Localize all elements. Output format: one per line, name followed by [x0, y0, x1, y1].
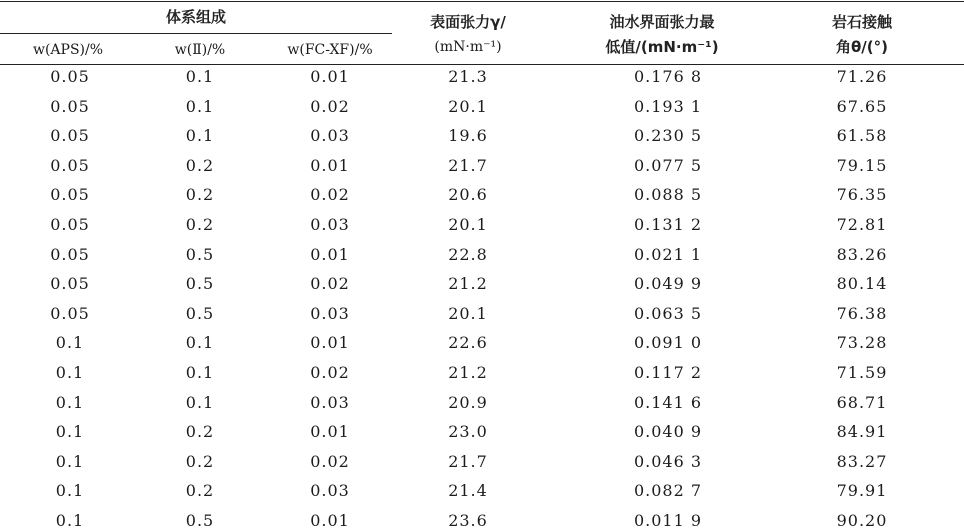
- table-cell-ii: 0.5: [185, 511, 215, 530]
- column-header-surface-tension-line1: 表面张力γ/: [430, 13, 506, 31]
- table-cell-fc: 0.03: [310, 126, 350, 146]
- table-cell-ift: 0.011 9: [633, 511, 703, 530]
- table-cell-fc: 0.03: [310, 303, 350, 323]
- table-cell-aps: 0.1: [55, 481, 85, 501]
- table-cell-gamma: 22.8: [448, 244, 488, 264]
- table-cell-ii: 0.1: [185, 96, 215, 116]
- table-cell-ift: 0.091 0: [633, 333, 703, 353]
- table-cell-theta: 71.59: [836, 363, 888, 382]
- table-cell-fc: 0.02: [310, 185, 350, 205]
- column-header-fc-xf: w(FC-XF)/%: [287, 42, 373, 58]
- table-cell-theta: 76.35: [836, 185, 888, 205]
- table-cell-ii: 0.2: [185, 155, 215, 175]
- table-cell-gamma: 20.1: [448, 303, 488, 323]
- table-cell-gamma: 21.7: [448, 451, 488, 471]
- table-cell-fc: 0.02: [310, 96, 350, 116]
- column-header-aps: w(APS)/%: [32, 42, 104, 58]
- table-cell-aps: 0.05: [50, 244, 90, 264]
- table-cell-theta: 67.65: [836, 96, 888, 116]
- table-cell-gamma: 21.2: [448, 274, 488, 294]
- table-cell-aps: 0.1: [55, 451, 85, 471]
- table-cell-fc: 0.03: [310, 392, 350, 412]
- table-cell-gamma: 21.3: [448, 67, 488, 86]
- table-cell-gamma: 20.9: [448, 392, 488, 412]
- table-cell-ii: 0.1: [185, 363, 215, 382]
- table-cell-aps: 0.05: [50, 96, 90, 116]
- table-cell-fc: 0.01: [310, 422, 350, 442]
- table-cell-ii: 0.2: [185, 185, 215, 205]
- table-cell-ift: 0.193 1: [633, 96, 703, 116]
- table-cell-fc: 0.01: [310, 511, 350, 530]
- table-cell-theta: 79.91: [836, 481, 888, 501]
- group-header-composition: 体系组成: [165, 8, 227, 26]
- table-cell-gamma: 23.0: [448, 422, 488, 442]
- table-cell-ii: 0.1: [185, 67, 215, 86]
- table-cell-fc: 0.01: [310, 155, 350, 175]
- table-cell-theta: 79.15: [836, 155, 888, 175]
- table-cell-aps: 0.05: [50, 67, 90, 86]
- table-cell-fc: 0.01: [310, 244, 350, 264]
- table-cell-gamma: 21.4: [448, 481, 488, 501]
- table-cell-aps: 0.05: [50, 126, 90, 146]
- table-cell-fc: 0.02: [310, 451, 350, 471]
- table-cell-ii: 0.2: [185, 481, 215, 501]
- table-cell-ift: 0.141 6: [633, 392, 703, 412]
- table-cell-fc: 0.02: [310, 363, 350, 382]
- table-cell-ii: 0.1: [185, 392, 215, 412]
- table-cell-fc: 0.03: [310, 481, 350, 501]
- table-cell-ii: 0.5: [185, 303, 215, 323]
- table-cell-theta: 90.20: [836, 511, 888, 530]
- table-cell-aps: 0.1: [55, 363, 85, 382]
- table-cell-aps: 0.05: [50, 274, 90, 294]
- table-cell-ii: 0.5: [185, 274, 215, 294]
- table-cell-aps: 0.05: [50, 303, 90, 323]
- table-cell-gamma: 20.1: [448, 215, 488, 234]
- table-cell-ift: 0.021 1: [633, 244, 703, 264]
- table-top-rule: [0, 1, 964, 2]
- table-cell-ift: 0.088 5: [633, 185, 703, 205]
- table-cell-aps: 0.1: [55, 511, 85, 530]
- table-cell-fc: 0.02: [310, 274, 350, 294]
- table-cell-ift: 0.046 3: [633, 451, 703, 471]
- table-cell-ift: 0.176 8: [633, 67, 703, 86]
- column-header-contact-angle-line2: 角θ/(°): [836, 38, 888, 56]
- table-cell-ii: 0.1: [185, 126, 215, 146]
- table-cell-aps: 0.1: [55, 422, 85, 442]
- table-cell-aps: 0.1: [55, 333, 85, 353]
- column-header-contact-angle-line1: 岩石接触: [831, 13, 893, 31]
- table-cell-gamma: 20.1: [448, 96, 488, 116]
- group-header-rule: [0, 33, 392, 34]
- table-cell-ii: 0.2: [185, 215, 215, 234]
- table-cell-gamma: 21.7: [448, 155, 488, 175]
- table-cell-theta: 71.26: [836, 67, 888, 86]
- table-cell-ift: 0.131 2: [633, 215, 703, 234]
- table-cell-fc: 0.01: [310, 333, 350, 353]
- table-cell-theta: 83.26: [836, 244, 888, 264]
- table-cell-ift: 0.077 5: [633, 155, 703, 175]
- table-cell-ii: 0.5: [185, 244, 215, 264]
- table-cell-aps: 0.05: [50, 155, 90, 175]
- table-cell-ii: 0.2: [185, 451, 215, 471]
- table-cell-theta: 76.38: [836, 303, 888, 323]
- table-cell-gamma: 22.6: [448, 333, 488, 353]
- column-header-ift-line2: 低值/(mN·m⁻¹): [605, 38, 719, 56]
- table-cell-fc: 0.01: [310, 67, 350, 86]
- table-cell-theta: 61.58: [836, 126, 888, 146]
- table-cell-aps: 0.05: [50, 185, 90, 205]
- table-cell-theta: 72.81: [836, 215, 888, 234]
- table-cell-ii: 0.2: [185, 422, 215, 442]
- table-cell-aps: 0.05: [50, 215, 90, 234]
- table-cell-gamma: 21.2: [448, 363, 488, 382]
- table-cell-theta: 73.28: [836, 333, 888, 353]
- column-header-ii: w(Ⅱ)/%: [174, 42, 226, 58]
- table-cell-ift: 0.117 2: [633, 363, 703, 382]
- table-cell-gamma: 23.6: [448, 511, 488, 530]
- table-cell-ift: 0.230 5: [633, 126, 703, 146]
- header-bottom-rule: [0, 64, 964, 65]
- table-cell-theta: 84.91: [836, 422, 888, 442]
- table-cell-ii: 0.1: [185, 333, 215, 353]
- table-cell-theta: 83.27: [836, 451, 888, 471]
- table-cell-ift: 0.063 5: [633, 303, 703, 323]
- table-cell-ift: 0.049 9: [633, 274, 703, 294]
- column-header-ift-line1: 油水界面张力最: [609, 13, 715, 31]
- table-cell-ift: 0.040 9: [633, 422, 703, 442]
- table-cell-gamma: 19.6: [448, 126, 488, 146]
- table-cell-ift: 0.082 7: [633, 481, 703, 501]
- table-cell-theta: 68.71: [836, 392, 888, 412]
- table-cell-fc: 0.03: [310, 215, 350, 234]
- table-cell-aps: 0.1: [55, 392, 85, 412]
- column-header-surface-tension-line2: (mN·m⁻¹): [434, 39, 502, 55]
- table-cell-gamma: 20.6: [448, 185, 488, 205]
- table-cell-theta: 80.14: [836, 274, 888, 294]
